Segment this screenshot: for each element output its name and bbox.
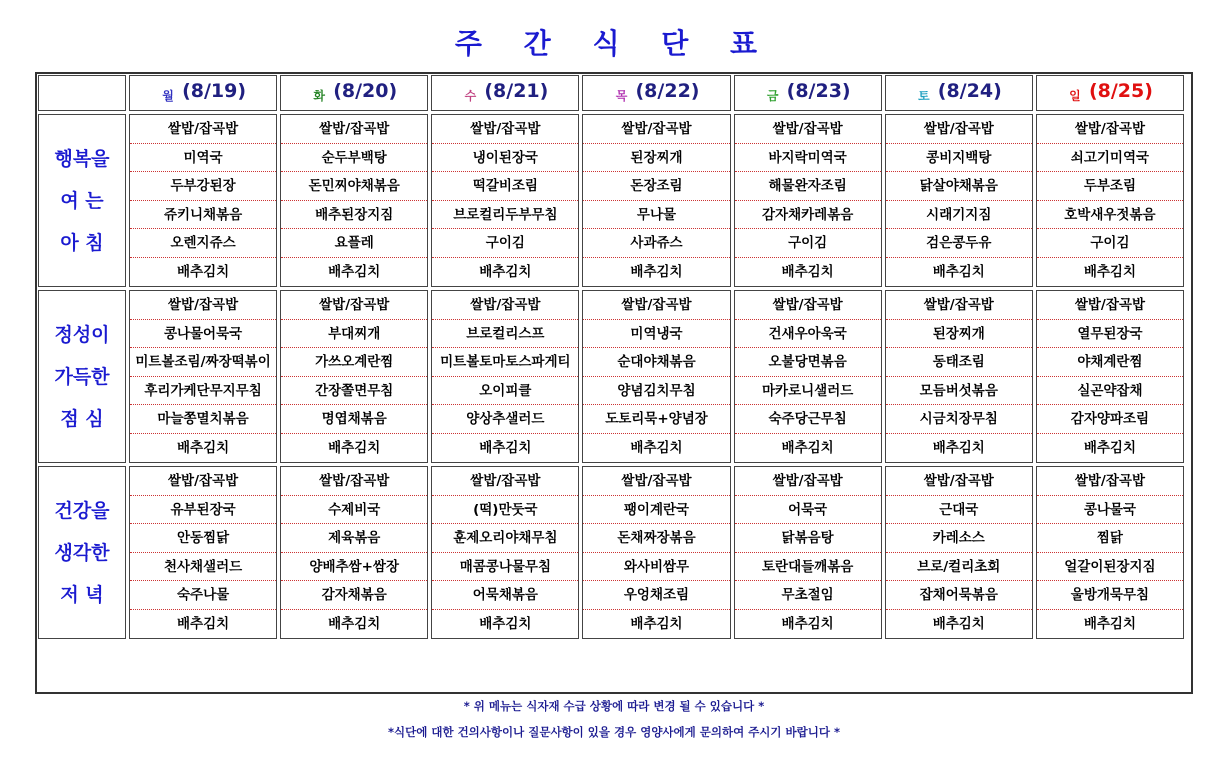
menu-item: 닭볶음탕	[735, 524, 881, 553]
weekday-icon: 금	[766, 89, 779, 103]
menu-item: 쌀밥/잡곡밥	[281, 467, 427, 496]
day-date-label: (8/21)	[484, 80, 549, 102]
menu-item: 안동찜닭	[130, 524, 276, 553]
menu-item: 바지락미역국	[735, 144, 881, 173]
menu-item: 마카로니샐러드	[735, 377, 881, 406]
menu-cell	[582, 290, 730, 463]
meal-label-line: 가득한	[54, 365, 110, 388]
menu-item: 와사비쌈무	[583, 553, 729, 582]
menu-item: 어묵채볶음	[432, 581, 578, 610]
menu-item: 쌀밥/잡곡밥	[130, 291, 276, 320]
menu-item: 쌀밥/잡곡밥	[1037, 115, 1183, 144]
menu-item: 찜닭	[1037, 524, 1183, 553]
day-header	[129, 75, 277, 111]
menu-item: 구이김	[1037, 229, 1183, 258]
menu-cell	[582, 114, 730, 287]
menu-item: 부대찌개	[281, 320, 427, 349]
menu-item-list	[1037, 115, 1183, 286]
note-inquiry: *식단에 대한 건의사항이나 질문사항이 있을 경우 영양사에게 문의하여 주시기 바랍니다 *	[388, 725, 840, 739]
day-date-label: (8/20)	[333, 80, 398, 102]
menu-item: 열무된장국	[1037, 320, 1183, 349]
menu-item-list	[432, 115, 578, 286]
menu-cell	[582, 466, 730, 639]
menu-item: 구이김	[735, 229, 881, 258]
menu-cell	[280, 466, 428, 639]
menu-item: 제육볶음	[281, 524, 427, 553]
menu-cell	[885, 466, 1033, 639]
menu-item: 배추김치	[176, 263, 230, 280]
menu-item-list	[432, 467, 578, 638]
menu-item-list	[886, 115, 1032, 286]
menu-item: 두부강된장	[130, 172, 276, 201]
menu-item: 쌀밥/잡곡밥	[583, 291, 729, 320]
menu-item: 미트볼토마토스파게티	[432, 348, 578, 377]
menu-item: 감자양파조림	[1037, 405, 1183, 434]
menu-item: 배추김치	[479, 263, 532, 280]
menu-cell	[1036, 466, 1184, 639]
day-date-label: (8/25)	[1088, 80, 1153, 102]
menu-item-list	[583, 115, 729, 286]
menu-item: 팽이계란국	[583, 496, 729, 525]
menu-item: 우엉채조림	[583, 581, 729, 610]
menu-item: 오불당면볶음	[735, 348, 881, 377]
menu-item: 해물완자조림	[735, 172, 881, 201]
menu-item: 배추김치	[781, 615, 834, 632]
menu-item: 마늘쫑멸치볶음	[130, 405, 276, 434]
menu-item: 시금치장무침	[886, 405, 1032, 434]
menu-item: 양상추샐러드	[432, 405, 578, 434]
menu-item: 간장쫄면무침	[281, 377, 427, 406]
menu-item-list	[432, 291, 578, 462]
menu-item: 돈채짜장볶음	[583, 524, 729, 553]
menu-cell	[734, 290, 882, 463]
menu-item: 토란대들깨볶음	[735, 553, 881, 582]
menu-item: 얼갈이된장지짐	[1037, 553, 1183, 582]
menu-item: 배추김치	[781, 263, 834, 280]
menu-item: 브로/컬리초회	[886, 553, 1032, 582]
menu-item: 배추김치	[932, 439, 985, 456]
meal-label-line: 행복을	[54, 147, 110, 170]
menu-item: 잡채어묵볶음	[886, 581, 1032, 610]
meal-label-line: 생각한	[54, 541, 110, 564]
menu-item-list	[583, 291, 729, 462]
meal-label-line: 여 는	[60, 189, 104, 212]
menu-item: 모듬버섯볶음	[886, 377, 1032, 406]
menu-cell	[734, 466, 882, 639]
menu-item: 미트볼조림/짜장떡볶이	[130, 348, 276, 377]
menu-item: 어묵국	[735, 496, 881, 525]
menu-item: 감자채볶음	[281, 581, 427, 610]
menu-item: 건새우아욱국	[735, 320, 881, 349]
day-date-label: (8/23)	[786, 80, 851, 102]
header-row	[38, 75, 1184, 111]
day-date-label: (8/19)	[182, 80, 247, 102]
menu-item: 배추김치	[328, 263, 381, 280]
menu-item: 순대야채볶음	[583, 348, 729, 377]
menu-item: 배추김치	[781, 439, 834, 456]
menu-item: 쌀밥/잡곡밥	[1037, 291, 1183, 320]
menu-item: 배추김치	[1083, 439, 1136, 456]
menu-cell	[431, 114, 579, 287]
menu-item: 배추김치	[1083, 263, 1136, 280]
menu-cell	[129, 466, 277, 639]
menu-item: 시래기지짐	[886, 201, 1032, 230]
menu-item: 배추김치	[630, 439, 683, 456]
note-menu-change: * 위 메뉴는 식자재 수급 상황에 따라 변경 될 수 있습니다 *	[463, 699, 765, 713]
weekday-icon: 토	[917, 89, 930, 103]
menu-cell	[431, 466, 579, 639]
menu-cell	[1036, 114, 1184, 287]
menu-item: 후리가케단무지무침	[130, 377, 276, 406]
menu-item: 된장찌개	[583, 144, 729, 173]
menu-item: 배추김치	[630, 263, 683, 280]
menu-item: 양배추쌈+쌈장	[281, 553, 427, 582]
menu-item: 미역국	[130, 144, 276, 173]
weekly-menu-table	[35, 72, 1187, 642]
menu-item: 양념김치무침	[583, 377, 729, 406]
menu-item: 쌀밥/잡곡밥	[886, 291, 1032, 320]
day-header	[431, 75, 579, 111]
menu-item-list	[886, 467, 1032, 638]
menu-item: 실곤약잡채	[1037, 377, 1183, 406]
day-header	[885, 75, 1033, 111]
menu-item: 쌀밥/잡곡밥	[886, 115, 1032, 144]
menu-cell	[431, 290, 579, 463]
corner-cell	[38, 75, 126, 111]
menu-cell	[280, 290, 428, 463]
menu-item-list	[281, 291, 427, 462]
menu-item: 돈민찌야채볶음	[281, 172, 427, 201]
menu-item: 카레소스	[886, 524, 1032, 553]
meal-label-line: 건강을	[54, 499, 110, 522]
meal-label-line: 아 침	[60, 231, 104, 254]
menu-item: 오이피클	[432, 377, 578, 406]
menu-item: 숙주나물	[130, 581, 276, 610]
menu-item: 수제비국	[281, 496, 427, 525]
menu-item-list	[130, 467, 276, 638]
menu-item-list	[735, 115, 881, 286]
meal-label-line: 점 심	[60, 407, 104, 430]
menu-item: 쌀밥/잡곡밥	[735, 467, 881, 496]
menu-item: 도토리묵+양념장	[583, 405, 729, 434]
menu-item: 매콤콩나물무침	[432, 553, 578, 582]
menu-item: 배추김치	[1083, 615, 1136, 632]
menu-item: 검은콩두유	[886, 229, 1032, 258]
menu-item: 쌀밥/잡곡밥	[1037, 467, 1183, 496]
day-header	[280, 75, 428, 111]
meal-row	[38, 290, 1184, 463]
menu-item-list	[583, 467, 729, 638]
menu-cell	[280, 114, 428, 287]
menu-item: 쌀밥/잡곡밥	[130, 115, 276, 144]
day-header	[582, 75, 730, 111]
menu-item: 떡갈비조림	[432, 172, 578, 201]
menu-item-list	[1037, 467, 1183, 638]
weekday-icon: 목	[615, 89, 628, 103]
menu-item: 배추김치	[479, 439, 532, 456]
menu-item: 브로컬리스프	[432, 320, 578, 349]
meal-label	[38, 466, 126, 639]
meal-label-line: 정성이	[54, 323, 110, 346]
menu-item: 돈장조림	[583, 172, 729, 201]
menu-item: 쌀밥/잡곡밥	[886, 467, 1032, 496]
menu-item: 오렌지쥬스	[130, 229, 276, 258]
menu-item: 쌀밥/잡곡밥	[281, 115, 427, 144]
menu-cell	[734, 114, 882, 287]
menu-item: 된장찌개	[886, 320, 1032, 349]
weekday-icon: 화	[313, 89, 326, 103]
menu-item: 울방개묵무침	[1037, 581, 1183, 610]
menu-item: 호박새우젓볶음	[1037, 201, 1183, 230]
day-date-label: (8/22)	[635, 80, 700, 102]
menu-item: 브로컬리두부무침	[432, 201, 578, 230]
menu-cell	[129, 290, 277, 463]
weekday-icon: 월	[162, 89, 174, 103]
menu-item: 유부된장국	[130, 496, 276, 525]
menu-item: 명엽채볶음	[281, 405, 427, 434]
menu-item: 근대국	[886, 496, 1032, 525]
menu-item: 쌀밥/잡곡밥	[432, 115, 578, 144]
menu-item: 감자채카레볶음	[735, 201, 881, 230]
menu-item-list	[735, 467, 881, 638]
menu-cell	[885, 114, 1033, 287]
meal-label-line: 저 녁	[60, 583, 104, 606]
menu-item-list	[281, 467, 427, 638]
menu-item: 배추김치	[932, 263, 985, 280]
menu-item: 쌀밥/잡곡밥	[432, 291, 578, 320]
menu-item: 쌀밥/잡곡밥	[130, 467, 276, 496]
page-title: 주 간 식 단 표	[454, 27, 774, 60]
menu-item: 닭살야채볶음	[886, 172, 1032, 201]
day-header	[1036, 75, 1184, 111]
meal-label	[38, 290, 126, 463]
menu-item: 쌀밥/잡곡밥	[735, 115, 881, 144]
weekday-icon: 수	[464, 89, 477, 103]
menu-item: 두부조림	[1037, 172, 1183, 201]
menu-item: 쌀밥/잡곡밥	[735, 291, 881, 320]
menu-item: 콩나물국	[1037, 496, 1183, 525]
menu-item: 배추된장지짐	[281, 201, 427, 230]
menu-item-list	[886, 291, 1032, 462]
menu-item: 콩비지백탕	[886, 144, 1032, 173]
menu-item: 쥬키니채볶음	[130, 201, 276, 230]
menu-item: 쇠고기미역국	[1037, 144, 1183, 173]
menu-item: 쌀밥/잡곡밥	[432, 467, 578, 496]
meal-label	[38, 114, 126, 287]
menu-item: 순두부백탕	[281, 144, 427, 173]
menu-item: 가쓰오계란찜	[281, 348, 427, 377]
weekday-icon: 일	[1069, 89, 1081, 103]
menu-cell	[129, 114, 277, 287]
menu-item-list	[281, 115, 427, 286]
menu-cell	[885, 290, 1033, 463]
menu-item: 천사채샐러드	[130, 553, 276, 582]
menu-item: 쌀밥/잡곡밥	[583, 467, 729, 496]
menu-item: 콩나물어묵국	[130, 320, 276, 349]
day-date-label: (8/24)	[937, 80, 1002, 102]
menu-item-list	[130, 291, 276, 462]
menu-item: 냉이된장국	[432, 144, 578, 173]
meal-row	[38, 114, 1184, 287]
menu-item: 배추김치	[932, 615, 985, 632]
menu-item: 동태조림	[886, 348, 1032, 377]
menu-item: 구이김	[432, 229, 578, 258]
menu-item: 무초절임	[735, 581, 881, 610]
menu-item: 훈제오리야채무침	[432, 524, 578, 553]
menu-item: 배추김치	[479, 615, 532, 632]
menu-item: 배추김치	[328, 439, 381, 456]
menu-item: 사과쥬스	[583, 229, 729, 258]
day-header	[734, 75, 882, 111]
menu-item: 배추김치	[630, 615, 683, 632]
menu-item-list	[130, 115, 276, 286]
menu-item: 숙주당근무침	[735, 405, 881, 434]
menu-item: 무나물	[583, 201, 729, 230]
menu-item-list	[1037, 291, 1183, 462]
menu-item: 쌀밥/잡곡밥	[583, 115, 729, 144]
meal-row	[38, 466, 1184, 639]
menu-item: 미역냉국	[583, 320, 729, 349]
menu-item: 배추김치	[328, 615, 381, 632]
menu-cell	[1036, 290, 1184, 463]
menu-item-list	[735, 291, 881, 462]
menu-item: (떡)만둣국	[432, 496, 578, 525]
menu-item: 쌀밥/잡곡밥	[281, 291, 427, 320]
menu-item: 야채계란찜	[1037, 348, 1183, 377]
menu-item: 배추김치	[176, 615, 230, 632]
menu-item: 요플레	[281, 229, 427, 258]
menu-item: 배추김치	[176, 439, 230, 456]
